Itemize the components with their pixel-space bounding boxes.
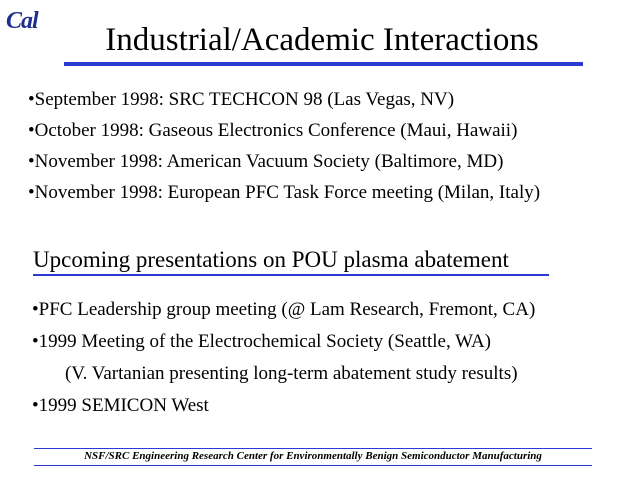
upcoming-heading-underline [33,274,549,276]
title-underline [64,62,583,66]
upcoming-heading: Upcoming presentations on POU plasma abatement [33,247,509,272]
footer-rule-bottom [34,465,592,466]
list-item: •September 1998: SRC TECHCON 98 (Las Vegas, NV) [28,89,455,110]
list-item: •November 1998: American Vacuum Society (Baltimore, MD) [28,151,504,172]
list-item: •PFC Leadership group meeting (@ Lam Research, Fremont, CA) [32,299,536,320]
list-item: •1999 Meeting of the Electrochemical Society (Seattle, WA) [32,331,491,352]
list-item-note: (V. Vartanian presenting long-term abatement study results) [65,363,518,384]
cal-logo: Cal [6,8,38,34]
page-title: Industrial/Academic Interactions [105,22,539,58]
upcoming-list [32,294,535,422]
past-events-list [28,84,540,208]
list-item: •October 1998: Gaseous Electronics Conference (Maui, Hawaii) [28,120,518,141]
list-item: •1999 SEMICON West [32,395,209,416]
footer-text: NSF/SRC Engineering Research Center for Environmentally Benign Semiconductor Manufacturing [84,450,542,462]
list-item: •November 1998: European PFC Task Force meeting (Milan, Italy) [28,182,541,203]
